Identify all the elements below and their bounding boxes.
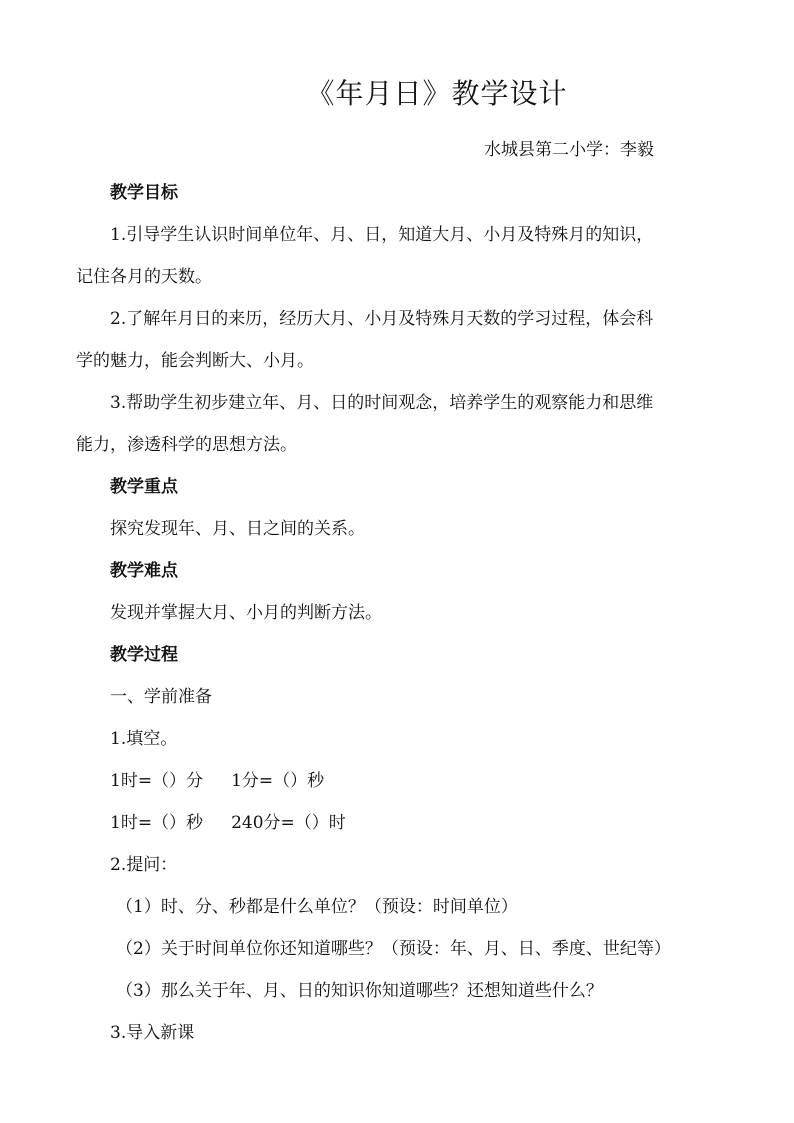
- intro-new-lesson: 3.导入新课: [110, 1023, 195, 1043]
- key-points-heading: 教学重点: [110, 477, 178, 497]
- document-body: [76, 172, 720, 1054]
- goal-2-line-2: 学的魅力，能会判断大、小月。: [76, 351, 314, 371]
- difficulty-text: 发现并掌握大月、小月的判断方法。: [110, 603, 382, 623]
- fill-blank-item: 240分=（）时: [231, 813, 346, 833]
- process-heading: 教学过程: [110, 645, 178, 665]
- goal-1-line-2: 记住各月的天数。: [76, 267, 212, 287]
- document-title: 《年月日》教学设计: [306, 77, 568, 110]
- fill-blank-item: 1时=（）秒: [110, 813, 204, 833]
- key-points-text: 探究发现年、月、日之间的关系。: [110, 519, 365, 539]
- goal-3-line-2: 能力，渗透科学的思想方法。: [76, 435, 297, 455]
- question-3: （3）那么关于年、月、日的知识你知道哪些？还想知道些什么？: [116, 981, 603, 1001]
- fill-blank-item: 1时=（）分: [110, 771, 204, 791]
- fill-blank-item: 1分=（）秒: [231, 771, 325, 791]
- fill-blank-row-2: [110, 802, 720, 844]
- goal-1-line-1: 1.引导学生认识时间单位年、月、日，知道大月、小月及特殊月的知识，: [110, 225, 654, 245]
- question-1: （1）时、分、秒都是什么单位？（预设：时间单位）: [116, 897, 518, 917]
- goal-3-line-1: 3.帮助学生初步建立年、月、日的时间观念，培养学生的观察能力和思维: [110, 393, 654, 413]
- question-2: （2）关于时间单位你还知道哪些？（预设：年、月、日、季度、世纪等）: [116, 939, 671, 959]
- fill-blank-title: 1.填空。: [110, 729, 178, 749]
- step-1-title: 一、学前准备: [110, 687, 212, 707]
- goals-heading: 教学目标: [110, 183, 178, 203]
- ask-title: 2.提问：: [110, 855, 178, 875]
- author-line: 水城县第二小学：李毅: [484, 140, 654, 160]
- fill-blank-row-1: [110, 760, 720, 802]
- difficulty-heading: 教学难点: [110, 561, 178, 581]
- goal-2-line-1: 2.了解年月日的来历，经历大月、小月及特殊月天数的学习过程，体会科: [110, 309, 654, 329]
